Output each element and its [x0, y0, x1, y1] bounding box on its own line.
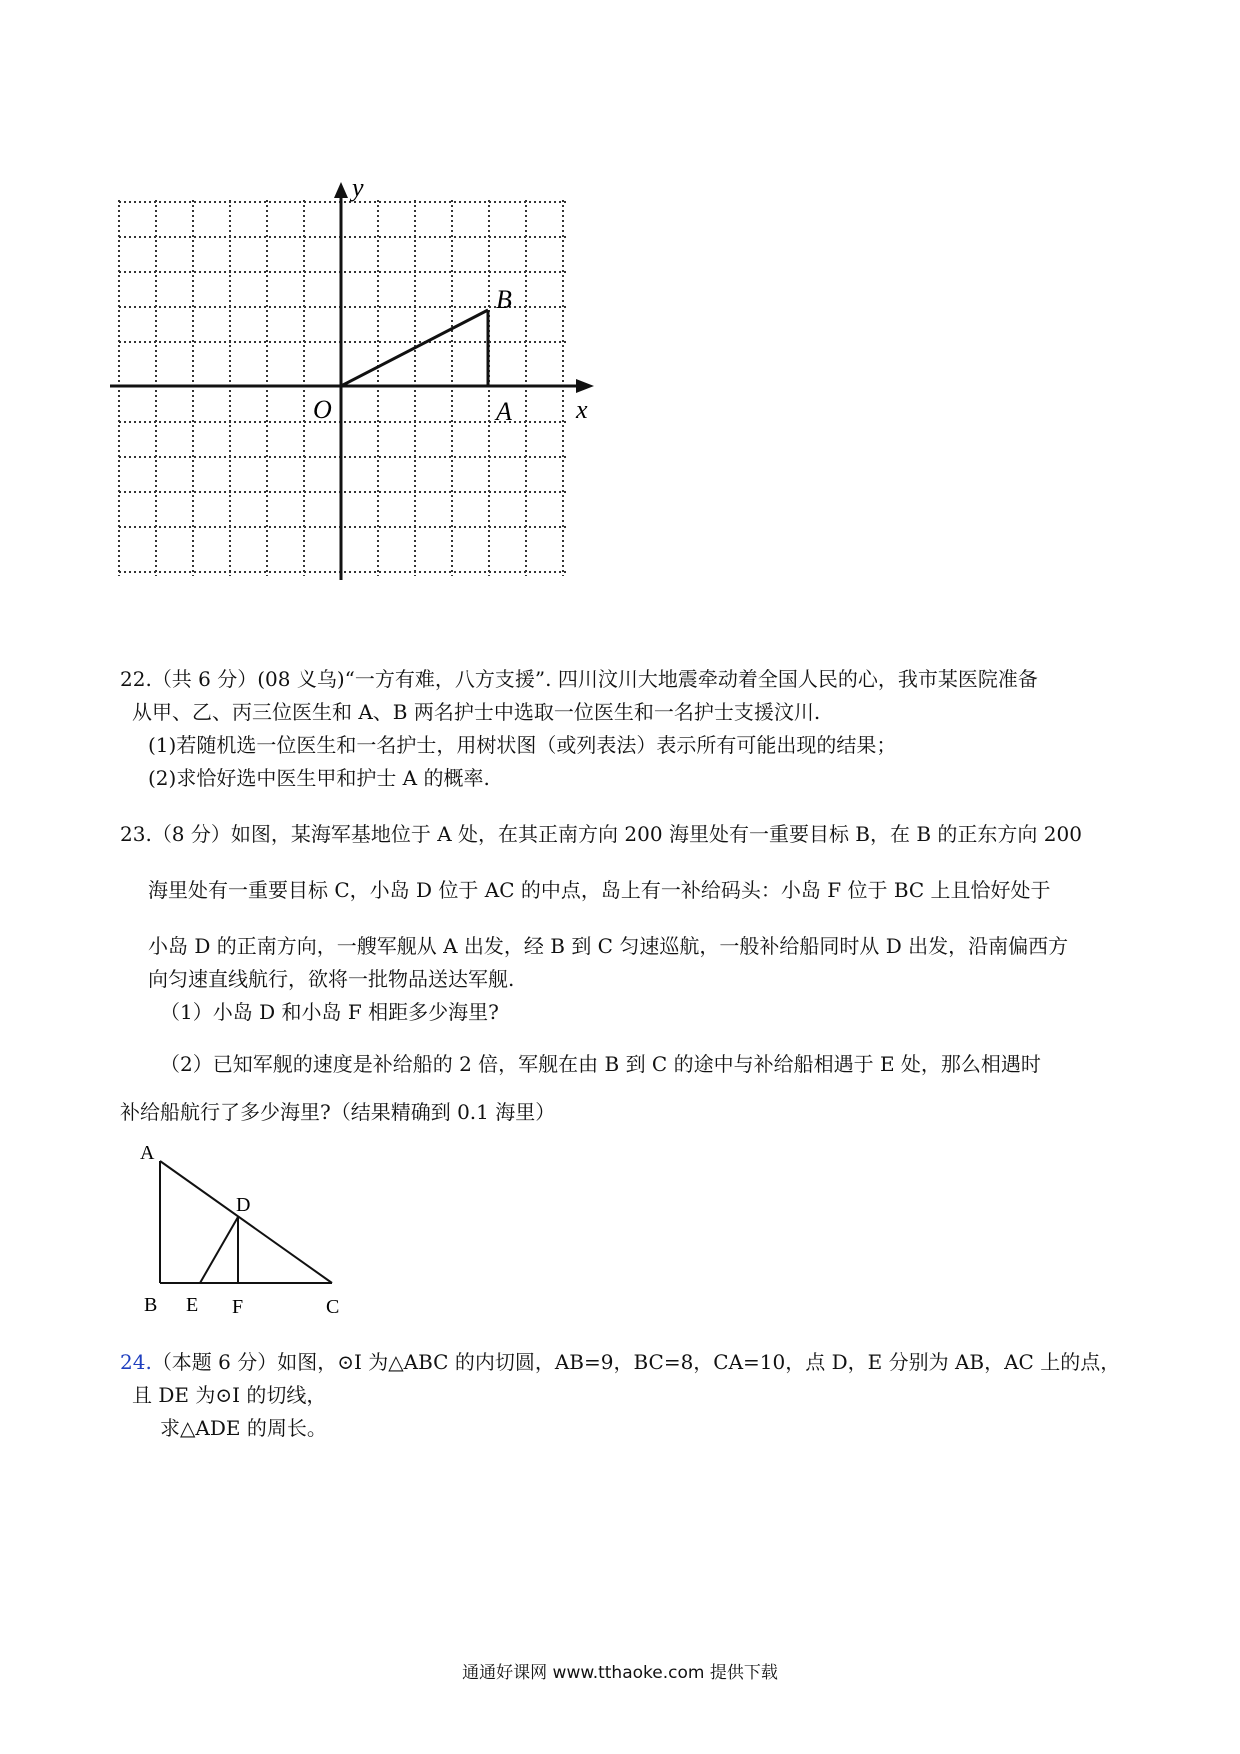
- origin-label: O: [313, 395, 332, 424]
- question-text: （8 分）如图，某海军基地位于 A 处，在其正南方向 200 海里处有一重要目标 B，在 B 的正东方向 200: [151, 822, 1082, 846]
- y-axis-label: y: [352, 180, 364, 202]
- page-footer: 通通好课网 www.tthaoke.com 提供下载: [462, 1663, 778, 1683]
- x-axis-label: x: [576, 395, 588, 424]
- label-c: C: [326, 1296, 340, 1315]
- label-f: F: [232, 1296, 244, 1315]
- question-text: 求△ADE 的周长。: [160, 1416, 327, 1440]
- sub-question-1: （1）小岛 D 和小岛 F 相距多少海里?: [160, 1000, 499, 1024]
- question-text: （共 6 分）(08 义乌)“一方有难，八方支援”. 四川汶川大地震牵动着全国人民的心，我市某医院准备: [151, 667, 1038, 691]
- question-text: 且 DE 为⊙I 的切线，: [132, 1383, 327, 1407]
- sub-question-2: （2）已知军舰的速度是补给船的 2 倍，军舰在由 B 到 C 的途中与补给船相遇于 E 处，那么相遇时: [160, 1052, 1041, 1076]
- question-text: 海里处有一重要目标 C，小岛 D 位于 AC 的中点，岛上有一补给码头：小岛 F 位于 BC 上且恰好处于: [148, 878, 1051, 902]
- triangle-lines: [160, 1161, 332, 1283]
- question-text: （本题 6 分）如图，⊙I 为△ABC 的内切圆，AB=9，BC=8，CA=10，点 D，E 分别为 AB，AC 上的点，: [151, 1350, 1121, 1374]
- point-a-label: A: [496, 397, 512, 426]
- coordinate-grid-figure: [110, 180, 630, 590]
- label-b: B: [144, 1294, 158, 1315]
- question-number: 24.: [120, 1350, 152, 1374]
- question-text: 从甲、乙、丙三位医生和 A、B 两名护士中选取一位医生和一名护士支援汶川.: [132, 700, 821, 724]
- sub-question-1: (1)若随机选一位医生和一名护士，用树状图（或列表法）表示所有可能出现的结果；: [148, 733, 897, 757]
- sub-question-2-continued: 补给船航行了多少海里?（结果精确到 0.1 海里）: [120, 1100, 556, 1124]
- question-number: 23.: [120, 822, 152, 846]
- question-number: 22.: [120, 667, 152, 691]
- sub-question-2: (2)求恰好选中医生甲和护士 A 的概率.: [148, 766, 490, 790]
- point-b-label: B: [496, 285, 512, 314]
- label-a: A: [140, 1142, 155, 1164]
- label-e: E: [186, 1294, 199, 1315]
- question-text: 小岛 D 的正南方向，一艘军舰从 A 出发，经 B 到 C 匀速巡航，一般补给船同时从 D 出发，沿南偏西方: [148, 934, 1069, 958]
- question-text: 向匀速直线航行，欲将一批物品送达军舰.: [148, 967, 515, 991]
- triangle-figure: [130, 1125, 360, 1315]
- label-d: D: [236, 1194, 251, 1216]
- grid-lines: [119, 200, 568, 576]
